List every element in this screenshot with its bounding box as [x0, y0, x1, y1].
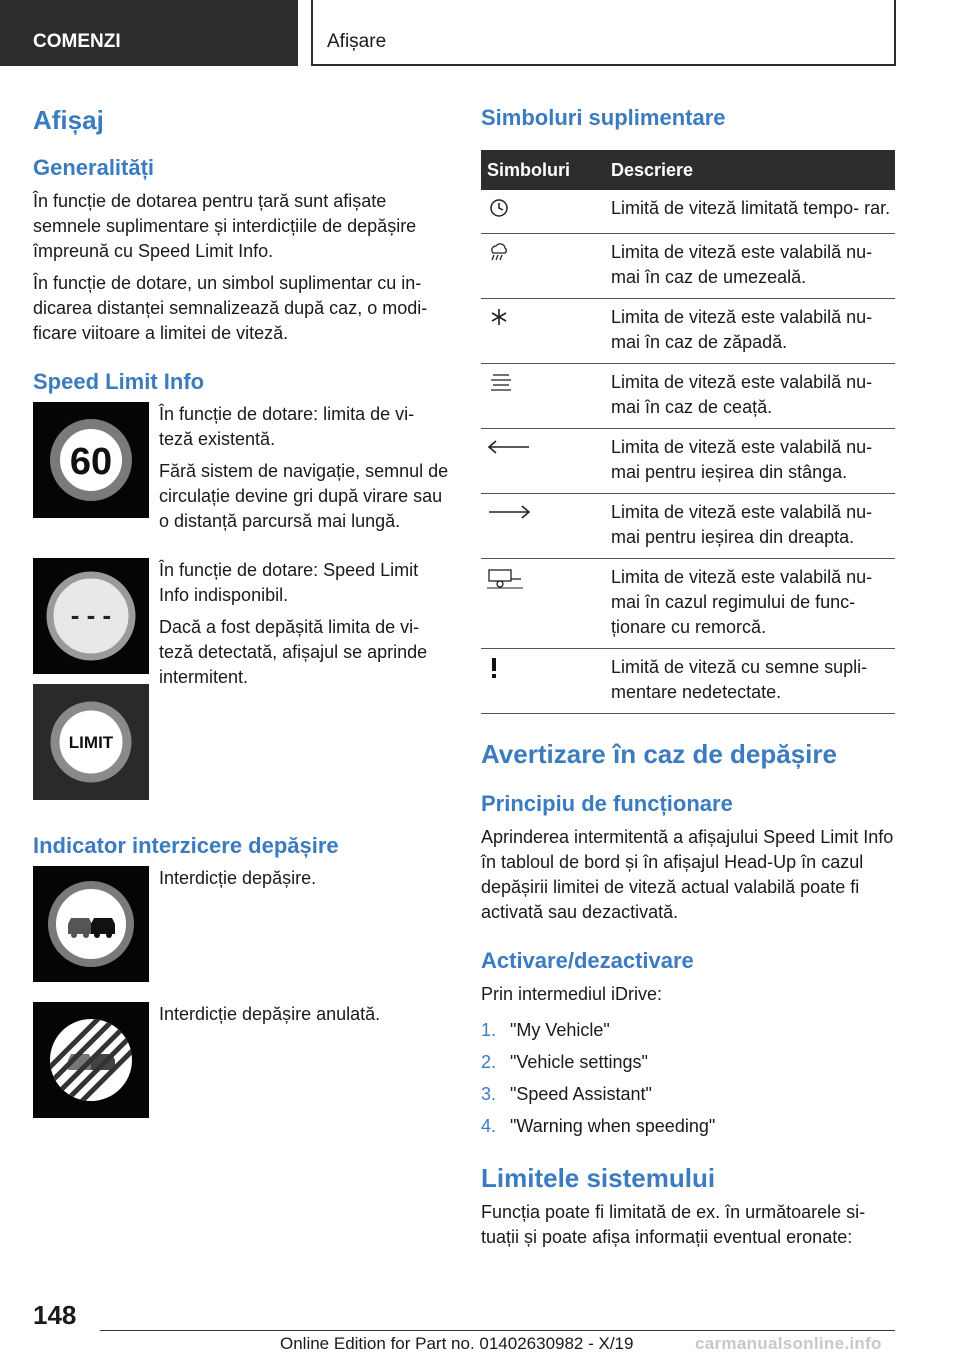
sli-paragraph-3: În funcție de dotare: Speed Limit Info indisponibil. — [159, 560, 419, 605]
footer-divider — [100, 1330, 895, 1331]
step-text: "My Vehicle" — [510, 1020, 610, 1040]
step-number: 4. — [481, 1116, 497, 1136]
row-description: Limita de viteză este valabilă nu- mai în cazul regimului de func- ționare cu remorcă. — [607, 559, 895, 649]
clock-icon — [481, 190, 607, 234]
table-row — [481, 364, 895, 429]
step-number: 3. — [481, 1084, 497, 1104]
trailer-icon — [481, 559, 607, 649]
speeding-warning-heading: Avertizare în caz de depășire — [481, 739, 837, 769]
table-row — [481, 649, 895, 714]
list-item — [481, 1078, 895, 1110]
rain-icon — [481, 234, 607, 299]
speed-limit-60-sign-image — [33, 402, 149, 518]
page-number: 148 — [33, 1300, 77, 1330]
table-header-row — [481, 150, 895, 190]
idrive-steps-list — [481, 1014, 895, 1142]
section-label: COMENZI — [0, 0, 298, 66]
speed-limit-60-row — [33, 402, 448, 552]
no-overtaking-end-row — [33, 1002, 448, 1118]
right-column — [481, 100, 895, 1250]
overtaking-heading: Indicator interzicere depășire — [33, 833, 339, 858]
table-row — [481, 299, 895, 364]
sli-paragraph-2: Fără sistem de navigație, semnul de circulație devine gri după virare sau o distanță parcursă mai lungă. — [159, 461, 449, 531]
arrow-right-icon — [481, 494, 607, 559]
speed-limit-unavailable-row — [33, 558, 448, 687]
chapter-title: Afișare — [311, 0, 896, 66]
step-number: 1. — [481, 1020, 497, 1040]
limit-sign-row — [33, 684, 448, 800]
principle-paragraph: Aprinderea intermitentă a afișajului Speed Limit Info în tabloul de bord și în afișajul Head-Up în cazul depășirii limitei de viteză actual valabilă poate fi activată sau dezactivată. — [481, 827, 894, 922]
list-item — [481, 1014, 895, 1046]
watermark: carmanualsonline.info — [695, 1334, 882, 1353]
no-overtaking-sign-image — [33, 866, 149, 982]
no-overtaking-end-text — [159, 1002, 449, 1027]
principle-heading: Principiu de funcționare — [481, 791, 733, 816]
speed-limit-60-text — [159, 402, 449, 534]
row-description: Limită de viteză cu semne supli- mentare nedetectate. — [607, 649, 895, 714]
row-description: Limită de viteză limitată tempo- rar. — [607, 190, 895, 234]
page-header — [0, 0, 960, 66]
list-item — [481, 1046, 895, 1078]
overtake-paragraph-2: Interdicție depășire anulată. — [159, 1004, 381, 1024]
exclamation-icon — [481, 649, 607, 714]
speed-limit-unavailable-text — [159, 558, 449, 690]
general-paragraph-2: În funcție de dotare, un simbol suplimentar cu in- dicarea distanței semnalizează după caz, o modi- ficare viitoare a limitei de viteză. — [33, 273, 428, 343]
speed-limit-unavailable-sign-image — [33, 558, 149, 674]
sli-paragraph-4: Dacă a fost depășită limita de vi- teză detectată, afișajul se aprinde intermitent. — [159, 617, 428, 687]
row-description: Limita de viteză este valabilă nu- mai pentru ieșirea din stânga. — [607, 429, 895, 494]
page-title: Afișaj — [33, 105, 104, 135]
left-column — [33, 100, 448, 1118]
col-header-symbols: Simboluri — [481, 150, 607, 190]
step-text: "Vehicle settings" — [510, 1052, 648, 1072]
speed-limit-info-heading: Speed Limit Info — [33, 369, 205, 394]
symbols-table — [481, 150, 895, 714]
row-description: Limita de viteză este valabilă nu- mai pentru ieșirea din dreapta. — [607, 494, 895, 559]
sli-paragraph-1: În funcție de dotare: limita de vi- teză existentă. — [159, 404, 415, 449]
limit-sign-image — [33, 684, 149, 800]
symbols-heading: Simboluri suplimentare — [481, 105, 726, 130]
row-description: Limita de viteză este valabilă nu- mai în caz de ceață. — [607, 364, 895, 429]
system-limits-paragraph: Funcția poate fi limitată de ex. în următoarele si- tuații și poate afișa informații eventual eronate: — [481, 1202, 866, 1247]
activation-heading: Activare/dezactivare — [481, 948, 694, 973]
list-item — [481, 1110, 895, 1142]
snowflake-icon — [481, 299, 607, 364]
system-limits-heading: Limitele sistemului — [481, 1163, 716, 1193]
overtake-paragraph-1: Interdicție depășire. — [159, 868, 317, 888]
general-heading: Generalități — [33, 155, 155, 180]
no-overtaking-row — [33, 866, 448, 982]
table-row — [481, 494, 895, 559]
table-row — [481, 234, 895, 299]
activation-paragraph: Prin intermediul iDrive: — [481, 984, 663, 1004]
step-number: 2. — [481, 1052, 497, 1072]
table-row — [481, 190, 895, 234]
sign-limit-label: LIMIT — [68, 733, 114, 752]
step-text: "Warning when speeding" — [510, 1116, 716, 1136]
edition-text: Online Edition for Part no. 01402630982 - X/19 — [280, 1334, 634, 1353]
sign-dash-label: - - - — [70, 600, 112, 630]
table-row — [481, 559, 895, 649]
sign-60-label: 60 — [69, 441, 113, 483]
table-row — [481, 429, 895, 494]
fog-icon — [481, 364, 607, 429]
arrow-left-icon — [481, 429, 607, 494]
general-paragraph-1: În funcție de dotarea pentru țară sunt afișate semnele suplimentare și interdicțiile de depășire împreună cu Speed Limit Info. — [33, 191, 417, 261]
col-header-description: Descriere — [607, 150, 895, 190]
no-overtaking-text — [159, 866, 449, 891]
no-overtaking-end-sign-image — [33, 1002, 149, 1118]
row-description: Limita de viteză este valabilă nu- mai în caz de umezeală. — [607, 234, 895, 299]
row-description: Limita de viteză este valabilă nu- mai în caz de zăpadă. — [607, 299, 895, 364]
step-text: "Speed Assistant" — [510, 1084, 652, 1104]
